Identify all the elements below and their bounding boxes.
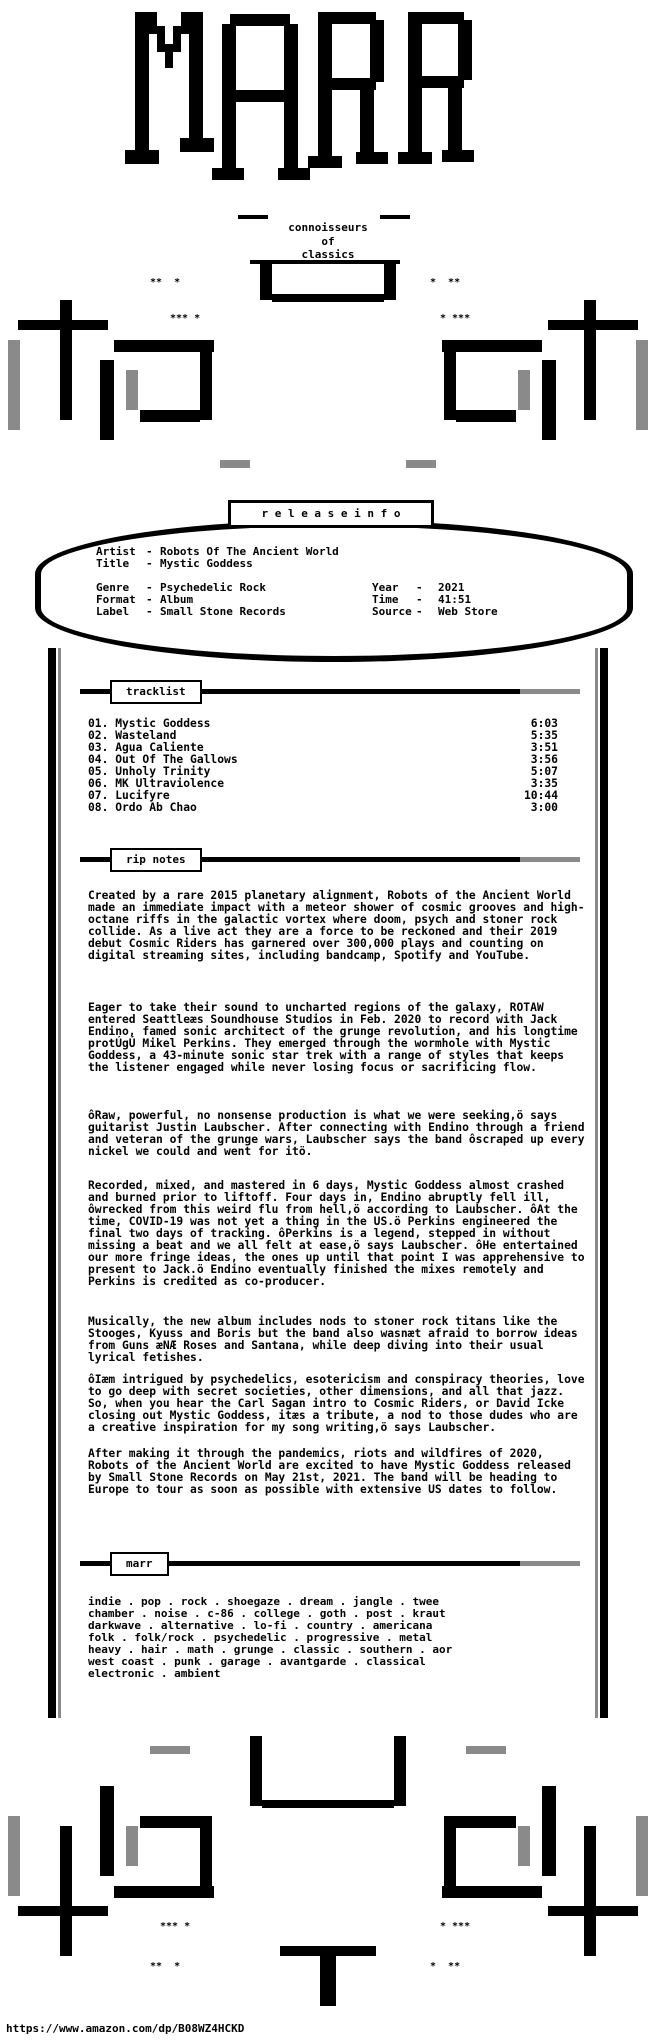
tracklist-heading-text: tracklist bbox=[110, 680, 202, 704]
rip-notes-paragraph: Eager to take their sound to uncharted regions of the galaxy, ROTAW entered Seattleæs Soundhouse Studios in Feb. 2020 to record with Jack Endino, famed sonic architect of the grunge revolution, and his longtime protÚgÚ Mikel Perkins. They emerged through the wormhole with Mystic Goddess, a 43-minute sonic star trek with a range of styles that keeps the listener engaged while never losing focus or sacrificing flow. bbox=[88, 1001, 578, 1074]
time-value: 41:51 bbox=[438, 593, 472, 606]
marr-logo bbox=[0, 0, 656, 280]
list-item: 06. MK Ultraviolence 3:35 bbox=[88, 777, 558, 790]
rip-notes-paragraph: ôRaw, powerful, no nonsense production is what we were seeking,ö says guitarist Justin Laubscher. After connecting with Endino through a friend and veteran of the grunge wars, Laubscher says the band ôscraped up every nickel we could and went for itö. bbox=[88, 1109, 585, 1158]
tag-line: heavy . hair . math . grunge . classic . southern . aor bbox=[88, 1643, 453, 1656]
rip-notes-paragraph: Created by a rare 2015 planetary alignment, Robots of the Ancient World made an immediate impact with a meteor shower of cosmic grooves and high-octane riffs in the galactic vortex where doom, psych and stoner rock collide. As a live act they are a force to be reckoned and their 2019 debut Cosmic Riders has garnered over 300,000 plays and counting on digital streaming sites, including bandcamp, Spotify and YouTube. bbox=[88, 889, 585, 962]
release-info-heading bbox=[228, 500, 434, 528]
marr-heading-text: marr bbox=[110, 1552, 169, 1576]
bottom-ornament: *** * ** * * *** * ** bbox=[0, 1716, 656, 2016]
list-item: 05. Unholy Trinity 5:07 bbox=[88, 765, 558, 778]
tag-line: chamber . noise . c-86 . college . goth . post . kraut bbox=[88, 1607, 446, 1620]
title-label: Title bbox=[96, 557, 130, 570]
source-value: Web Store bbox=[438, 605, 498, 618]
dash: - bbox=[146, 545, 153, 558]
dash: - bbox=[146, 581, 153, 594]
list-item: 03. Agua Caliente 3:51 bbox=[88, 741, 558, 754]
artist-value: Robots Of The Ancient World bbox=[160, 545, 339, 558]
source-url[interactable]: https://www.amazon.com/dp/B08WZ4HCKD bbox=[6, 2022, 245, 2035]
label-label: Label bbox=[96, 605, 130, 618]
rip-notes-paragraph: Musically, the new album includes nods to stoner rock titans like the Stooges, Kyuss and Boris but the band also wasnæt afraid to borrow ideas from Guns æNÆ Roses and Santana, while deep diving into their usual lyrical fetishes. bbox=[88, 1315, 578, 1364]
dash: - bbox=[416, 593, 423, 606]
tag-line: indie . pop . rock . shoegaze . dream . jangle . twee bbox=[88, 1595, 439, 1608]
list-item: 04. Out Of The Gallows 3:56 bbox=[88, 753, 558, 766]
dash: - bbox=[146, 557, 153, 570]
tagline-line-3: classics bbox=[301, 248, 355, 261]
year-label: Year bbox=[372, 581, 399, 594]
release-info-heading-text: r e l e a s e i n f o bbox=[261, 507, 401, 520]
rip-notes-paragraph: ôIæm intrigued by psychedelics, esotericism and conspiracy theories, love to go deep with secret societies, other dimensions, and all that jazz. So, when you hear the Carl Sagan intro to Cosmic Riders, or David Icke closing out Mystic Goddess, itæs a tribute, a nod to those dudes who are a creative inspiration for my song writing,ö says Laubscher. bbox=[88, 1373, 585, 1434]
frame-rail-left bbox=[48, 648, 56, 1718]
tagline-line-1: connoisseurs bbox=[288, 221, 368, 234]
tag-line: folk . folk/rock . psychedelic . progressive . metal bbox=[88, 1631, 433, 1644]
time-label: Time bbox=[372, 593, 399, 606]
source-label: Source bbox=[372, 605, 412, 618]
tag-line: electronic . ambient bbox=[88, 1667, 221, 1680]
genre-label: Genre bbox=[96, 581, 130, 594]
format-value: Album bbox=[160, 593, 194, 606]
list-item: 02. Wasteland 5:35 bbox=[88, 729, 558, 742]
list-item: 01. Mystic Goddess 6:03 bbox=[88, 717, 558, 730]
marr-heading bbox=[80, 1552, 580, 1574]
dash: - bbox=[146, 593, 153, 606]
artist-label: Artist bbox=[96, 545, 136, 558]
list-item: 07. Lucifyre 10:44 bbox=[88, 789, 558, 802]
rip-notes-heading-text: rip notes bbox=[110, 848, 202, 872]
genre-value: Psychedelic Rock bbox=[160, 581, 266, 594]
label-value: Small Stone Records bbox=[160, 605, 286, 618]
rip-notes-heading bbox=[80, 848, 580, 870]
rip-notes-paragraph: After making it through the pandemics, riots and wildfires of 2020, Robots of the Ancient World are excited to have Mystic Goddess released by Small Stone Records on May 21st, 2021. The band will be heading to Europe to tour as soon as possible with extensive US dates to follow. bbox=[88, 1447, 571, 1496]
year-value: 2021 bbox=[438, 581, 465, 594]
title-value: Mystic Goddess bbox=[160, 557, 253, 570]
list-item: 08. Ordo Ab Chao 3:00 bbox=[88, 801, 558, 814]
tracklist-heading bbox=[80, 680, 580, 702]
dash: - bbox=[416, 605, 423, 618]
tag-line: darkwave . alternative . lo-fi . country . americana bbox=[88, 1619, 433, 1632]
tagline-line-2: of bbox=[321, 235, 335, 248]
format-label: Format bbox=[96, 593, 136, 606]
dash: - bbox=[416, 581, 423, 594]
tag-line: west coast . punk . garage . avantgarde . classical bbox=[88, 1655, 426, 1668]
dash: - bbox=[146, 605, 153, 618]
rip-notes-paragraph: Recorded, mixed, and mastered in 6 days, Mystic Goddess almost crashed and burned prior to liftoff. Four days in, Endino abruptly fell ill, ôwrecked from this weird flu from hell,ö according to Laubscher. ôAt the time, COVID-19 was not yet a thing in the US.ö Perkins engineered the final two days of tracking. ôPerkins is a legend, stepped in without missing a beat and we all felt at ease,ö says Laubscher. ôHe entertained our more fringe ideas, the ones up until that point I was apprehensive to present to Jack.ö Endino eventually finished the mixes remotely and Perkins is credited as co-producer. bbox=[88, 1179, 585, 1288]
top-ornament: ** * *** * * ** * *** bbox=[0, 260, 656, 510]
frame-rail-right bbox=[600, 648, 608, 1718]
